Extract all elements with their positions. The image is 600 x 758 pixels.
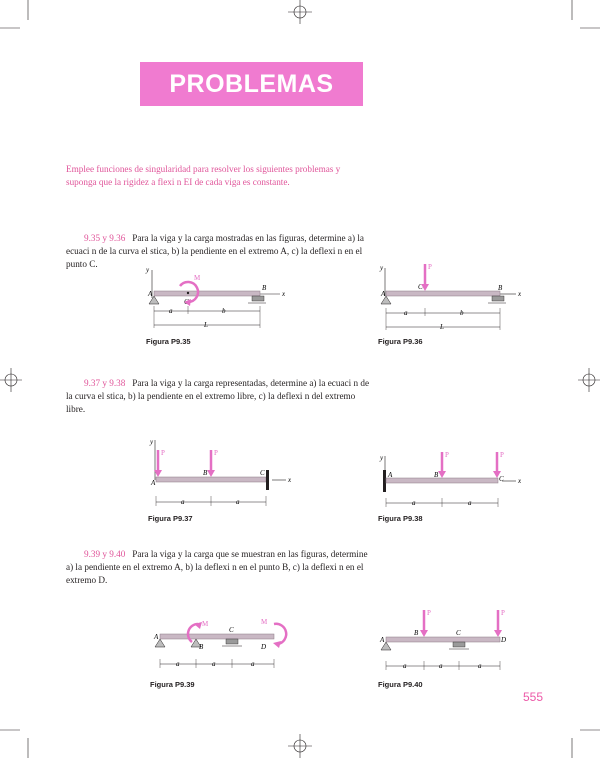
dim-a: a	[251, 660, 255, 668]
problem-939-940	[66, 548, 370, 587]
beam	[160, 634, 274, 639]
figure-p935	[140, 262, 300, 342]
figure-p939	[148, 612, 308, 674]
dim-b: b	[460, 309, 464, 317]
figure-caption: Figura P9.35	[146, 337, 191, 346]
figure-p937	[144, 436, 304, 512]
label-C: C	[260, 469, 265, 477]
page-number: 555	[523, 690, 544, 704]
figure-caption: Figura P9.40	[378, 680, 423, 689]
moment-arrow-icon	[274, 624, 286, 644]
load-label: P	[501, 609, 505, 617]
problem-text: Para la viga y la carga que se muestran en las figuras, determine a) la pendiente en el extremo A, b) la deflexi n en el punto B, c) la deflexi n en el extremo D.	[66, 549, 368, 585]
x-axis-label: x	[288, 476, 292, 484]
x-axis-label: x	[282, 290, 286, 298]
label-B: B	[262, 284, 267, 292]
figure-p938	[374, 448, 534, 512]
figure-p940	[376, 604, 536, 674]
y-axis-label: y	[380, 264, 384, 272]
beam	[154, 291, 260, 296]
label-A: A	[154, 633, 159, 641]
label-A: A	[388, 471, 393, 479]
moment-label: M	[261, 618, 268, 626]
moment-label: M	[202, 620, 209, 628]
figure-caption: Figura P9.37	[148, 514, 193, 523]
moment-label: M	[194, 274, 201, 282]
label-B: B	[203, 469, 208, 477]
dim-a: a	[468, 499, 472, 507]
label-B: B	[414, 629, 419, 637]
label-A: A	[381, 290, 386, 298]
label-A: A	[151, 479, 156, 487]
problem-number: 9.37 y 9.38	[84, 378, 126, 388]
label-B: B	[498, 284, 503, 292]
dim-a: a	[404, 309, 408, 317]
load-label: P	[161, 449, 165, 457]
dim-a: a	[169, 307, 173, 315]
dim-L: L	[440, 323, 444, 331]
load-label: P	[445, 451, 449, 459]
label-C: C	[456, 629, 461, 637]
problem-number: 9.35 y 9.36	[84, 233, 126, 243]
intro-text: Emplee funciones de singularidad para resolver los siguientes problemas y suponga que la rigidez a flexi n EI de cada viga es constante.	[66, 164, 341, 187]
problem-text: Para la viga y la carga mostradas en las figuras, determine a) la ecuaci n de la curva el stica, b) la pendiente en el extremo A, c) la deflexi n en el punto C.	[66, 233, 364, 269]
label-C: C	[499, 475, 504, 483]
beam	[386, 478, 498, 483]
label-C: C	[418, 283, 423, 291]
load-label: P	[214, 449, 218, 457]
label-C: C	[229, 626, 234, 634]
roller-support-icon	[492, 296, 504, 301]
figure-p936	[374, 260, 534, 340]
roller-support-icon	[252, 296, 264, 301]
dim-L: L	[204, 321, 208, 329]
title-banner	[140, 62, 363, 106]
dim-a: a	[439, 662, 443, 670]
roller-support-icon	[453, 642, 465, 647]
roller-support-icon	[226, 639, 238, 644]
figure-caption: Figura P9.36	[378, 337, 423, 346]
figure-caption: Figura P9.38	[378, 514, 423, 523]
x-axis-label: x	[518, 477, 522, 485]
figure-caption: Figura P9.39	[150, 680, 195, 689]
problem-number: 9.39 y 9.40	[84, 549, 126, 559]
y-axis-label: y	[150, 438, 154, 446]
page-title: PROBLEMAS	[169, 70, 334, 98]
beam	[386, 291, 500, 296]
fixed-wall-icon	[383, 470, 386, 492]
dim-b: b	[222, 307, 226, 315]
load-label: P	[500, 451, 504, 459]
y-axis-label: y	[380, 454, 384, 462]
label-D: D	[501, 636, 507, 644]
beam	[156, 477, 266, 482]
dim-a: a	[412, 499, 416, 507]
moment-arrow-icon	[188, 624, 198, 642]
problem-937-938	[66, 377, 370, 416]
dim-a: a	[403, 662, 407, 670]
label-A: A	[380, 636, 385, 644]
x-axis-label: x	[518, 290, 522, 298]
dim-a: a	[478, 662, 482, 670]
load-label: P	[428, 263, 432, 271]
beam	[386, 637, 500, 642]
label-D: D	[261, 643, 267, 651]
dim-a: a	[176, 660, 180, 668]
label-B: B	[434, 471, 439, 479]
label-B: B	[199, 643, 204, 651]
load-label: P	[427, 609, 431, 617]
y-axis-label: y	[146, 266, 150, 274]
label-A: A	[148, 290, 153, 298]
dim-a: a	[212, 660, 216, 668]
problem-text: Para la viga y la carga representadas, determine a) la ecuaci n de la curva el stica, b) la pendiente en el extremo libre, c) la deflexi n del extremo libre.	[66, 378, 370, 414]
dim-a: a	[236, 498, 240, 506]
dim-a: a	[181, 498, 185, 506]
fixed-wall-icon	[266, 470, 269, 490]
